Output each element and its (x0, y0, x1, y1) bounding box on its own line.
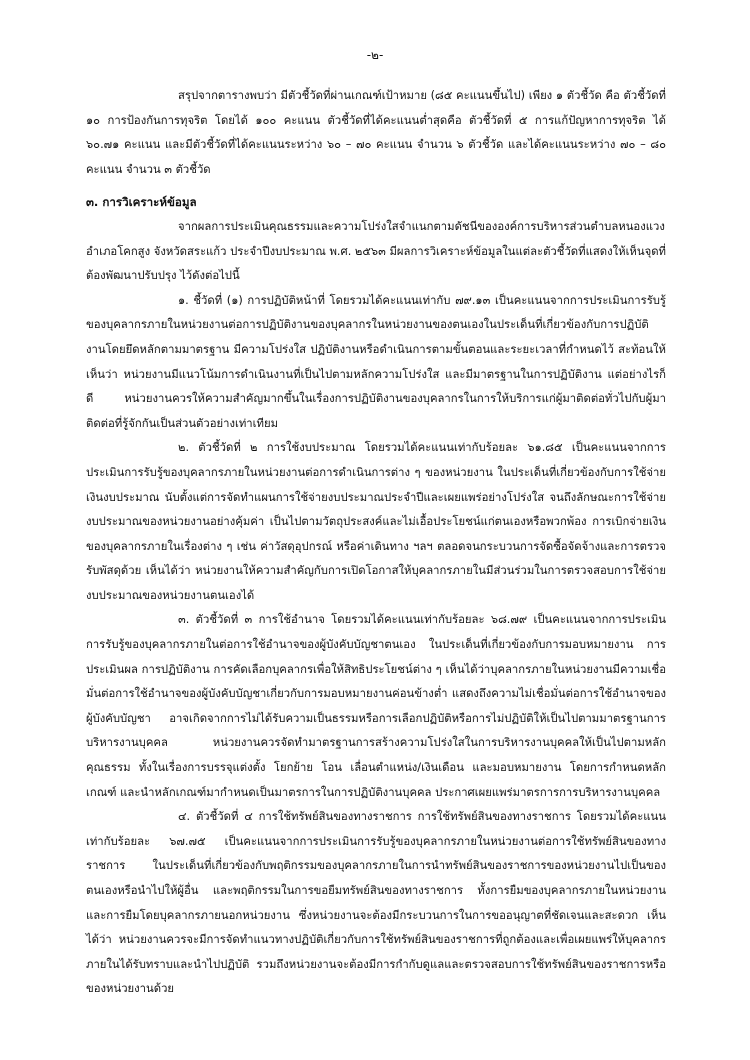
section-heading: ๓. การวิเคราะห์ข้อมูล (86, 195, 197, 210)
page-number: -๒- (366, 48, 384, 62)
indicator-paragraph-3: ๓. ตัวชี้วัดที่ ๓ การใช้อำนาจ โดยรวมได้คะแนนเท่ากับร้อยละ ๖๘.๗๙ เป็นคะแนนจากการประเมินการรับรู้ของบุคลากรภายในต่อการใช้อำนาจของผู้บังคับบัญชาตนเอง ในประเด็นที่เกี่ยวข้องกับการมอบหมายงาน การประเมินผล การปฏิบัติงาน การคัดเลือกบุคลากรเพื่อให้สิทธิประโยชน์ต่าง ๆ เห็นได้ว่าบุคลากรภายในหน่วยงานมีความเชื่อมั่นต่อการใช้อำนาจของผู้บังคับบัญชาเกี่ยวกับการมอบหมายงานค่อนข้างต่ำ แสดงถึงความไม่เชื่อมั่นต่อการใช้อำนาจของผู้บังคับบัญชา อาจเกิดจากการไม่ได้รับความเป็นธรรมหรือการเลือกปฏิบัติหรือการไม่ปฏิบัติให้เป็นไปตามมาตรฐานการบริหารงานบุคคล หน่วยงานควรจัดทำมาตรฐานการสร้างความโปร่งใสในการบริหารงานบุคคลให้เป็นไปตามหลักคุณธรรม ทั้งในเรื่องการบรรจุแต่งตั้ง โยกย้าย โอน เลื่อนตำแหน่ง/เงินเดือน และมอบหมายงาน โดยการกำหนดหลักเกณฑ์ และนำหลักเกณฑ์มากำหนดเป็นมาตรการในการปฏิบัติงานบุคคล ประกาศเผยแพร่มาตรการการบริหารงานบุคคล (86, 613, 666, 799)
summary-paragraph: สรุปจากตารางพบว่า มีตัวชี้วัดที่ผ่านเกณฑ์เป้าหมาย (๘๕ คะแนนขึ้นไป) เพียง ๑ ตัวชี้วัด คือ ตัวชี้วัดที่ ๑๐ การป้องกันการทุจริต โดยได้ ๑๐๐ คะแนน ตัวชี้วัดที่ได้คะแนนต่ำสุดคือ ตัวชี้วัดที่ ๕ การแก้ปัญหาการทุจริต ได้ ๖๐.๗๑ คะแนน และมีตัวชี้วัดที่ได้คะแนนระหว่าง ๖๐ – ๗๐ คะแนน จำนวน ๖ ตัวชี้วัด และได้คะแนนระหว่าง ๗๐ – ๘๐ คะแนน จำนวน ๓ ตัวชี้วัด (86, 89, 666, 176)
indicator-paragraph-4: ๔. ตัวชี้วัดที่ ๔ การใช้ทรัพย์สินของทางราชการ การใช้ทรัพย์สินของทางราชการ โดยรวมได้คะแนนเท่ากับร้อยละ ๖๗.๗๕ เป็นคะแนนจากการประเมินการรับรู้ของบุคลากรภายในหน่วยงานต่อการใช้ทรัพย์สินของทางราชการ ในประเด็นที่เกี่ยวข้องกับพฤติกรรมของบุคลากรภายในการนำทรัพย์สินของราชการของหน่วยงานไปเป็นของตนเองหรือนำไปให้ผู้อื่น และพฤติกรรมในการขอยืมทรัพย์สินของทางราชการ ทั้งการยืมของบุคลากรภายในหน่วยงาน และการยืมโดยบุคลากรภายนอกหน่วยงาน ซึ่งหน่วยงานจะต้องมีกระบวนการในการขออนุญาตที่ชัดเจนและสะดวก เห็นได้ว่า หน่วยงานควรจะมีการจัดทำแนวทางปฏิบัติเกี่ยวกับการใช้ทรัพย์สินของราชการที่ถูกต้องและเพื่อเผยแพร่ให้บุคลากรภายในได้รับทราบและนำไปปฏิบัติ รวมถึงหน่วยงานจะต้องมีการกำกับดูแลและตรวจสอบการใช้ทรัพย์สินของราชการหรือของหน่วยงานด้วย (86, 810, 666, 996)
document-body (86, 84, 666, 1002)
intro-paragraph: จากผลการประเมินคุณธรรมและความโปร่งใสจำแนกตามดัชนีขององค์การบริหารส่วนตำบลหนองแวง อำเภอโคกสูง จังหวัดสระแก้ว ประจำปีงบประมาณ พ.ศ. ๒๕๖๓ มีผลการวิเคราะห์ข้อมูลในแต่ละตัวชี้วัดที่แสดงให้เห็นจุดที่ต้องพัฒนาปรับปรุง ไว้ดังต่อไปนี้ (86, 219, 666, 283)
indicator-paragraph-2: ๒. ตัวชี้วัดที่ ๒ การใช้งบประมาณ โดยรวมได้คะแนนเท่ากับร้อยละ ๖๑.๘๕ เป็นคะแนนจากการประเมินการรับรู้ของบุคลากรภายในหน่วยงานต่อการดำเนินการต่าง ๆ ของหน่วยงาน ในประเด็นที่เกี่ยวข้องกับการใช้จ่ายเงินงบประมาณ นับตั้งแต่การจัดทำแผนการใช้จ่ายงบประมาณประจำปีและเผยแพร่อย่างโปร่งใส จนถึงลักษณะการใช้จ่ายงบประมาณของหน่วยงานอย่างคุ้มค่า เป็นไปตามวัตถุประสงค์และไม่เอื้อประโยชน์แก่ตนเองหรือพวกพ้อง การเบิกจ่ายเงินของบุคลากรภายในเรื่องต่าง ๆ เช่น ค่าวัสดุอุปกรณ์ หรือค่าเดินทาง ฯลฯ ตลอดจนกระบวนการจัดซื้อจัดจ้างและการตรวจรับพัสดุด้วย เห็นได้ว่า หน่วยงานให้ความสำคัญกับการเปิดโอกาสให้บุคลากรภายในมีส่วนร่วมในการตรวจสอบการใช้จ่ายงบประมาณของหน่วยงานตนเองได้ (86, 441, 666, 602)
indicator-paragraph-1: ๑. ชี้วัดที่ (๑) การปฏิบัติหน้าที่ โดยรวมได้คะแนนเท่ากับ ๗๙.๑๓ เป็นคะแนนจากการประเมินการรับรู้ของบุคลากรภายในหน่วยงานต่อการปฏิบัติงานของบุคลากรในหน่วยงานของตนเองในประเด็นที่เกี่ยวข้องกับการปฏิบัติงานโดยยึดหลักตามมาตรฐาน มีความโปร่งใส ปฏิบัติงานหรือดำเนินการตามขั้นตอนและระยะเวลาที่กำหนดไว้ สะท้อนให้เห็นว่า หน่วยงานมีแนวโน้มการดำเนินงานที่เป็นไปตามหลักความโปร่งใส และมีมาตรฐานในการปฏิบัติงาน แต่อย่างไรก็ดี หน่วยงานควรให้ความสำคัญมากขึ้นในเรื่องการปฏิบัติงานของบุคลากรในการให้บริการแก่ผู้มาติดต่อทั่วไปกับผู้มาติดต่อที่รู้จักกันเป็นส่วนตัวอย่างเท่าเทียม (86, 293, 666, 430)
